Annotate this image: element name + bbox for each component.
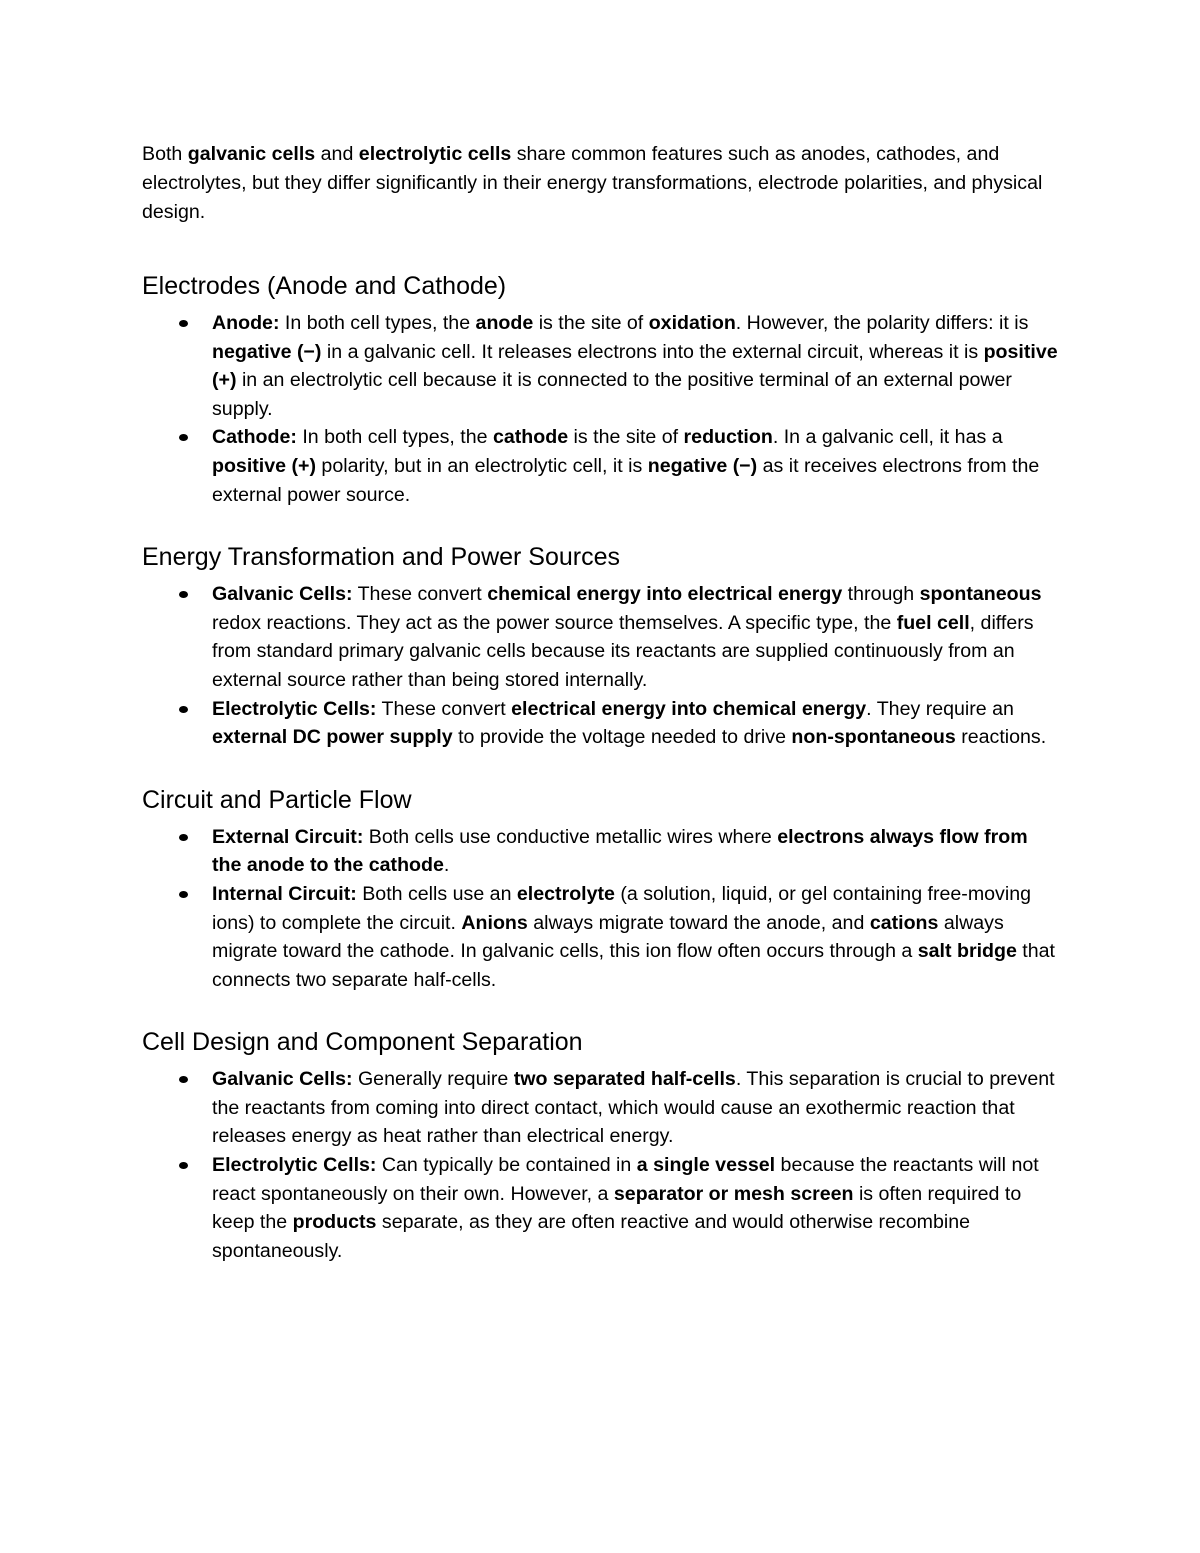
item-text: is often required to keep the xyxy=(212,1182,1022,1234)
item-bold: negative (−) xyxy=(212,340,322,363)
item-text: in an electrolytic cell because it is connected to the positive terminal of an external power supply. xyxy=(212,369,1012,420)
item-label: Internal Circuit: xyxy=(212,882,357,905)
list-item xyxy=(142,423,1062,509)
bullet-icon xyxy=(179,591,188,598)
intro-text: Both xyxy=(142,143,188,165)
item-bold: cathode xyxy=(492,426,569,449)
list-item xyxy=(142,580,1062,694)
item-text: Can typically be contained in xyxy=(376,1154,637,1177)
item-text: to provide the voltage needed to drive xyxy=(452,726,792,749)
item-text: reactions. xyxy=(955,726,1047,749)
item-text: Generally require xyxy=(352,1068,514,1091)
item-label: Electrolytic Cells: xyxy=(212,1154,377,1177)
item-text: In both cell types, the xyxy=(296,426,493,449)
item-text: (a solution, liquid, or gel containing free-moving ions) to complete the circuit. xyxy=(212,882,1031,934)
bullet-icon xyxy=(179,834,188,841)
item-bold: external DC power supply xyxy=(212,726,453,749)
item-bold: separator or mesh screen xyxy=(613,1182,854,1205)
intro-bold: electrolytic cells xyxy=(358,143,512,165)
item-text: through xyxy=(842,583,920,606)
bullet-list-circuit xyxy=(142,823,1062,995)
item-text: as it receives electrons from the external power source. xyxy=(212,454,1040,506)
item-text: , differs from standard primary galvanic cells because its reactants are supplied continuously from an external source rather than being stored internally. xyxy=(212,611,1034,691)
item-text: . xyxy=(443,854,450,877)
bullet-list-design xyxy=(142,1065,1062,1265)
section-heading-circuit: Circuit and Particle Flow xyxy=(142,785,412,814)
intro-text: and xyxy=(315,143,359,165)
section-heading-energy: Energy Transformation and Power Sources xyxy=(142,543,621,572)
item-bold: chemical energy into electrical energy xyxy=(487,583,843,606)
document-body xyxy=(142,140,1062,1265)
item-label: Galvanic Cells: xyxy=(212,1068,353,1091)
item-text: . In a galvanic cell, it has a xyxy=(772,426,1003,449)
item-text: in a galvanic cell. It releases electrons into the external circuit, whereas it is xyxy=(321,340,984,363)
item-text: because the reactants will not react spontaneously on their own. However, a xyxy=(212,1154,1039,1205)
item-label: Cathode: xyxy=(212,426,297,449)
list-item xyxy=(142,823,1062,880)
item-text: separate, as they are often reactive and would otherwise recombine spontaneously. xyxy=(212,1211,971,1262)
item-bold: electrical energy into chemical energy xyxy=(511,697,867,720)
item-text: redox reactions. They act as the power source themselves. A specific type, the xyxy=(212,611,897,634)
item-bold: electrons always flow from the anode to the cathode xyxy=(212,825,1028,877)
intro-text: share common features such as anodes, cathodes, and electrolytes, but they differ significantly in their energy transformations, electrode polarities, and physical design. xyxy=(142,143,1043,223)
list-item xyxy=(142,1151,1062,1265)
item-label: Electrolytic Cells: xyxy=(212,697,377,720)
bullet-icon xyxy=(179,1076,188,1083)
item-text: Both cells use an xyxy=(356,882,517,905)
item-bold: cations xyxy=(869,911,939,934)
item-bold: spontaneous xyxy=(919,583,1042,606)
item-text: In both cell types, the xyxy=(279,312,476,334)
item-label: External Circuit: xyxy=(212,825,364,848)
bullet-icon xyxy=(179,1162,188,1169)
bullet-list-electrodes xyxy=(142,309,1062,509)
item-bold: anode xyxy=(475,312,534,334)
bullet-icon xyxy=(179,891,188,898)
item-text: . However, the polarity differs: it is xyxy=(735,312,1029,334)
item-text: polarity, but in an electrolytic cell, it is xyxy=(315,454,648,477)
item-bold: positive (+) xyxy=(212,340,1058,392)
list-item xyxy=(142,1065,1062,1151)
item-bold: two separated half-cells xyxy=(513,1068,736,1091)
item-bold: negative (−) xyxy=(647,454,758,477)
item-text: . They require an xyxy=(866,697,1014,720)
intro-paragraph xyxy=(142,140,1062,227)
item-text: These convert xyxy=(376,697,512,720)
item-text: Both cells use conductive metallic wires where xyxy=(363,825,778,848)
item-text: is the site of xyxy=(533,312,649,334)
section-heading-design: Cell Design and Component Separation xyxy=(142,1028,583,1057)
item-text: These convert xyxy=(352,583,488,606)
intro-bold: galvanic cells xyxy=(187,143,316,165)
item-text: . This separation is crucial to prevent the reactants from coming into direct contact, which would cause an exothermic reaction that releases energy as heat rather than electrical energy. xyxy=(212,1068,1055,1148)
bullet-list-energy xyxy=(142,580,1062,752)
item-bold: oxidation xyxy=(648,312,736,334)
item-bold: positive (+) xyxy=(212,454,316,477)
item-bold: electrolyte xyxy=(516,882,615,905)
item-text: that connects two separate half-cells. xyxy=(212,940,1055,991)
item-bold: reduction xyxy=(683,426,773,449)
item-text: is the site of xyxy=(568,426,684,449)
bullet-icon xyxy=(179,706,188,713)
list-item xyxy=(142,880,1062,994)
bullet-icon xyxy=(179,320,188,327)
list-item xyxy=(142,309,1062,423)
item-text: always migrate toward the cathode. In galvanic cells, this ion flow often occurs through a xyxy=(212,911,1004,963)
item-bold: non-spontaneous xyxy=(791,726,956,749)
item-bold: salt bridge xyxy=(917,940,1017,963)
item-text: always migrate toward the anode, and xyxy=(527,911,870,934)
item-bold: products xyxy=(292,1211,377,1234)
item-bold: Anions xyxy=(461,911,528,934)
item-bold: fuel cell xyxy=(896,611,970,634)
item-label: Anode: xyxy=(212,312,280,334)
item-label: Galvanic Cells: xyxy=(212,583,353,606)
bullet-icon xyxy=(179,434,188,441)
list-item xyxy=(142,695,1062,752)
item-bold: a single vessel xyxy=(636,1154,776,1177)
section-heading-electrodes: Electrodes (Anode and Cathode) xyxy=(142,272,507,300)
